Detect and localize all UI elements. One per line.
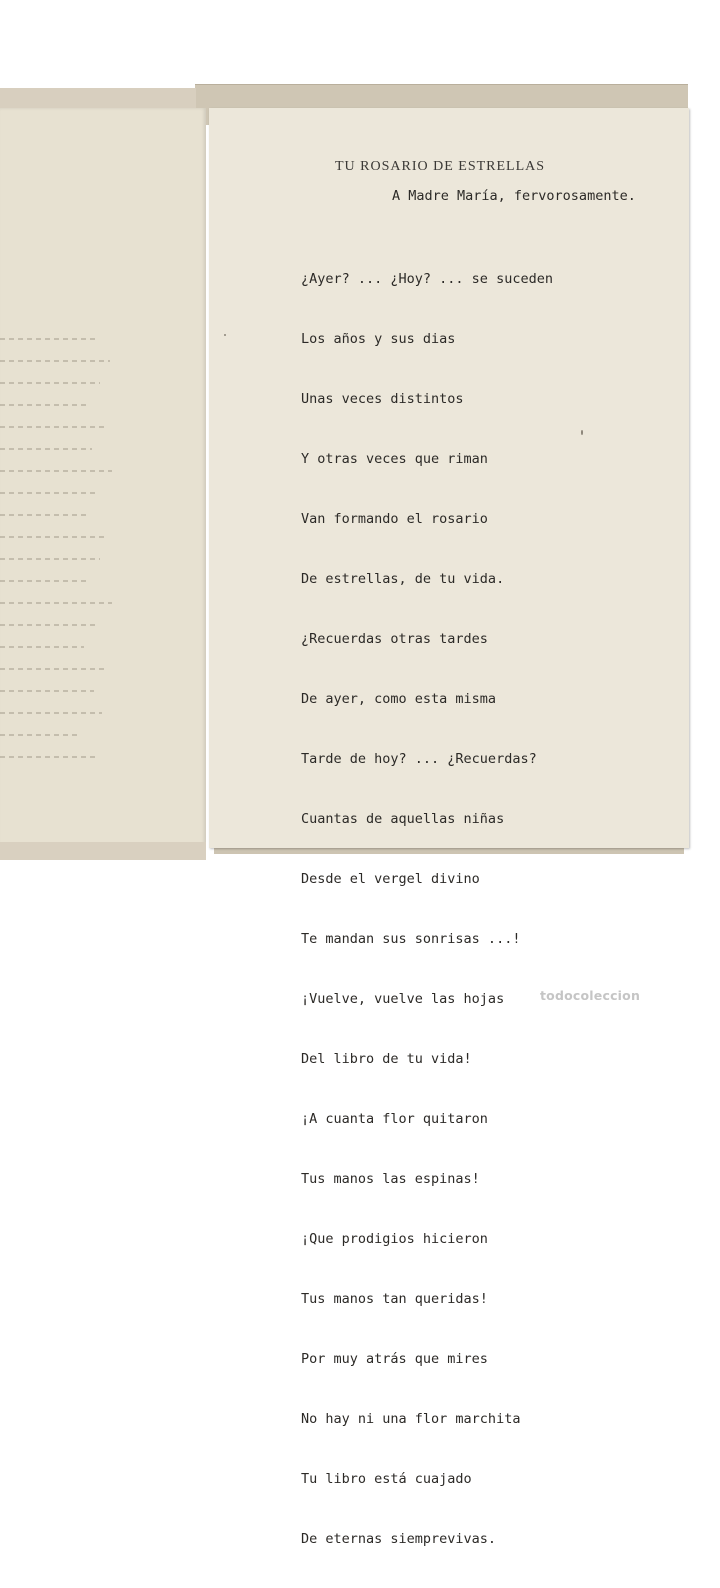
poem-line: Tu libro está cuajado: [301, 1471, 472, 1487]
poem-line: Tarde de hoy? ... ¿Recuerdas?: [301, 751, 537, 767]
poem-line: De estrellas, de tu vida.: [301, 571, 505, 587]
ink-speck: [224, 334, 226, 336]
show-through-text: [0, 338, 120, 778]
left-page-bottom-edge: [0, 842, 206, 860]
poem-line: Van formando el rosario: [301, 511, 488, 527]
poem-line: ¿Recuerdas otras tardes: [301, 631, 488, 647]
poem-line: No hay ni una flor marchita: [301, 1411, 521, 1427]
poem-line: Desde el vergel divino: [301, 871, 480, 887]
ink-speck: [581, 430, 583, 435]
poem-line: ¡Vuelve, vuelve las hojas: [301, 991, 505, 1007]
poem-line: Por muy atrás que mires: [301, 1351, 488, 1367]
poem-line: ¡A cuanta flor quitaron: [301, 1111, 488, 1127]
poem-line: De eternas siemprevivas.: [301, 1531, 497, 1547]
poem-line: Y otras veces que riman: [301, 451, 488, 467]
poem-line: ¡Que prodigios hicieron: [301, 1231, 488, 1247]
poem-line: Tus manos las espinas!: [301, 1171, 480, 1187]
poem-line: ¿Ayer? ... ¿Hoy? ... se suceden: [301, 271, 553, 287]
poem-line: Cuantas de aquellas niñas: [301, 811, 505, 827]
watermark-logo: todocoleccion: [540, 988, 641, 1003]
poem-line: Te mandan sus sonrisas ...!: [301, 931, 521, 947]
poem-line: Los años y sus dias: [301, 331, 456, 347]
poem-body: [301, 230, 553, 1588]
left-page: [0, 108, 206, 848]
poem-dedication: A Madre María, fervorosamente.: [392, 188, 636, 204]
poem-line: Del libro de tu vida!: [301, 1051, 472, 1067]
poem-line: Unas veces distintos: [301, 391, 464, 407]
poem-title: TU ROSARIO DE ESTRELLAS: [335, 159, 546, 174]
poem-line: De ayer, como esta misma: [301, 691, 497, 707]
poem-line: Tus manos tan queridas!: [301, 1291, 488, 1307]
